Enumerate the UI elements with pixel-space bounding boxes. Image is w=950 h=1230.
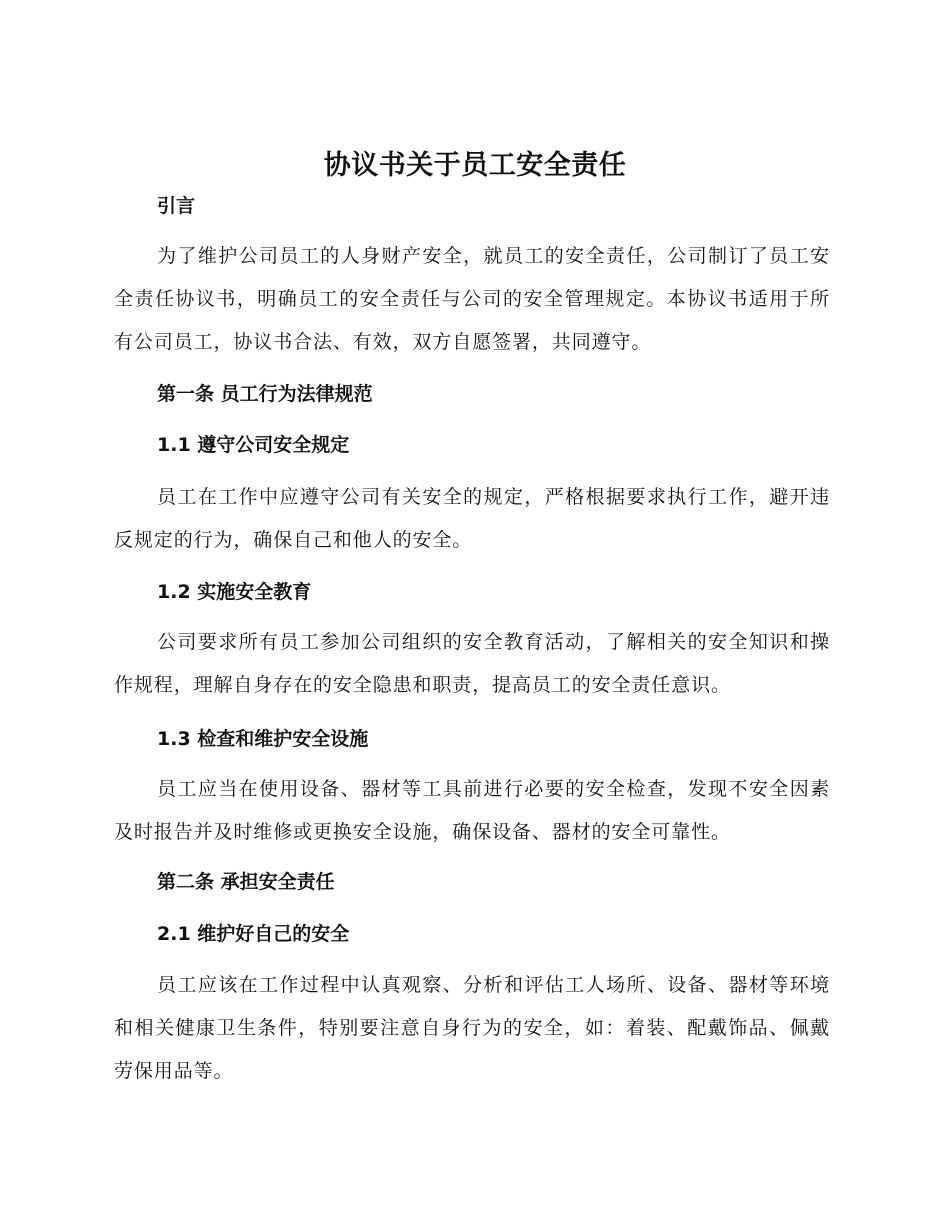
section-2-1-heading: 2.1 维护好自己的安全 [157,923,350,945]
document-title: 协议书关于员工安全责任 [323,150,627,181]
section-1-1-paragraph: 员工在工作中应遵守公司有关安全的规定，严格根据要求执行工作，避开违反规定的行为，确保自己和他人的安全。 [114,486,830,551]
section-1-2-heading: 1.2 实施安全教育 [157,581,312,603]
section-1-1-heading: 1.1 遵守公司安全规定 [157,434,350,456]
section-1-3-heading: 1.3 检查和维护安全设施 [157,728,369,750]
intro-paragraph: 为了维护公司员工的人身财产安全，就员工的安全责任，公司制订了员工安全责任协议书，明确员工的安全责任与公司的安全管理规定。本协议书适用于所有公司员工，协议书合法、有效，双方自愿签署，共同遵守。 [114,245,830,353]
section-2-1-paragraph: 员工应该在工作过程中认真观察、分析和评估工人场所、设备、器材等环境和相关健康卫生条件，特别要注意自身行为的安全，如：着装、配戴饰品、佩戴劳保用品等。 [114,974,830,1082]
section-1-2-paragraph: 公司要求所有员工参加公司组织的安全教育活动，了解相关的安全知识和操作规程，理解自身存在的安全隐患和职责，提高员工的安全责任意识。 [114,631,830,696]
article-2-heading: 第二条 承担安全责任 [157,871,335,893]
intro-heading: 引言 [157,195,196,217]
section-1-3-paragraph: 员工应当在使用设备、器材等工具前进行必要的安全检查，发现不安全因素及时报告并及时维修或更换安全设施，确保设备、器材的安全可靠性。 [114,778,830,843]
article-1-heading: 第一条 员工行为法律规范 [157,383,373,405]
